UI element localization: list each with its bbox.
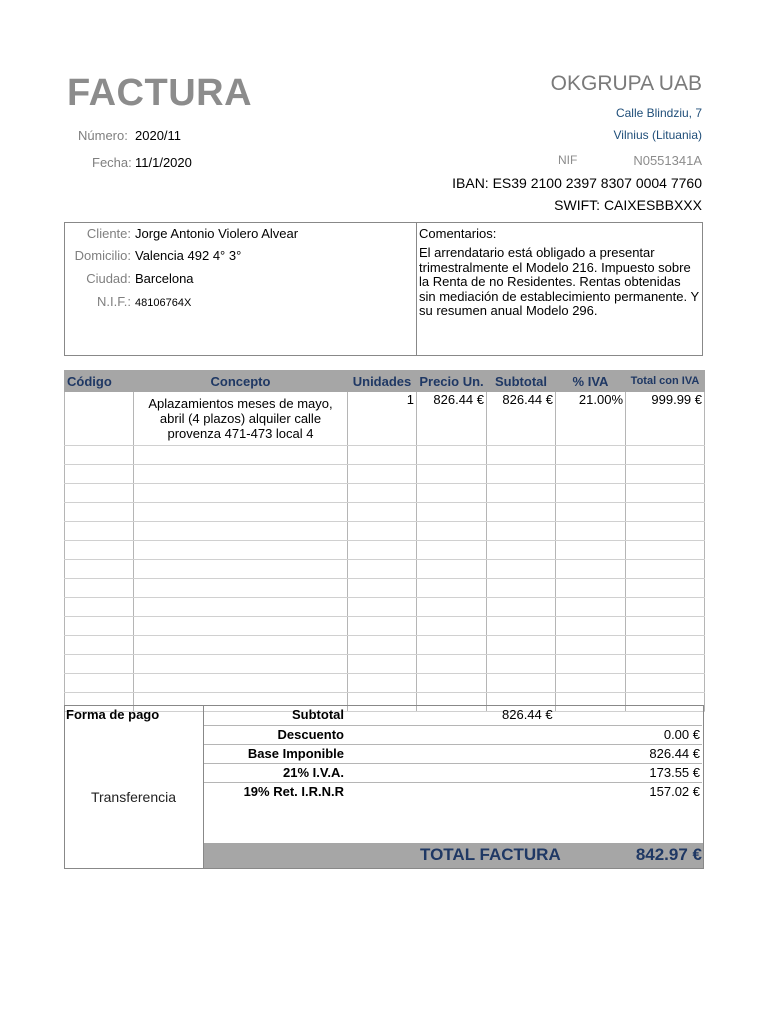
summary-descuento-value: 0.00 € — [663, 727, 700, 742]
cell-subtotal: 826.44 € — [487, 392, 556, 446]
client-row — [64, 294, 414, 314]
table-header-row — [65, 371, 705, 392]
table-row — [65, 446, 705, 465]
table-row — [65, 560, 705, 579]
domicilio-value: Valencia 492 4° 3° — [135, 248, 242, 263]
table-row — [65, 522, 705, 541]
client-row — [64, 226, 414, 246]
table-row — [65, 674, 705, 693]
col-unidades: Unidades — [348, 371, 417, 392]
table-row — [65, 465, 705, 484]
ciudad-value: Barcelona — [135, 271, 194, 286]
summary-divider — [204, 744, 702, 745]
summary-base-label: Base Imponible — [247, 746, 344, 761]
summary-base-value: 826.44 € — [649, 746, 700, 761]
client-row — [64, 248, 414, 268]
col-concepto: Concepto — [134, 371, 348, 392]
cliente-value: Jorge Antonio Violero Alvear — [135, 226, 299, 241]
company-nif-value: N0551341A — [633, 153, 702, 168]
cell-codigo — [65, 392, 134, 446]
table-row — [65, 598, 705, 617]
company-swift: SWIFT: CAIXESBBXXX — [554, 197, 702, 213]
cliente-label: Cliente: — [86, 226, 131, 241]
company-name: OKGRUPA UAB — [550, 72, 702, 95]
fecha-value: 11/1/2020 — [135, 155, 192, 170]
company-city: Vilnius (Lituania) — [613, 128, 702, 142]
table-row — [65, 636, 705, 655]
col-precio: Precio Un. — [417, 371, 487, 392]
total-label: TOTAL FACTURA — [420, 845, 561, 864]
items-table — [64, 370, 705, 712]
client-row — [64, 271, 414, 291]
cell-iva: 21.00% — [556, 392, 626, 446]
summary-ret — [204, 784, 702, 803]
cell-unidades: 1 — [348, 392, 417, 446]
col-subtotal: Subtotal — [487, 371, 556, 392]
summary-subtotal — [204, 707, 702, 726]
numero-value: 2020/11 — [135, 128, 182, 143]
summary-iva-value: 173.55 € — [649, 765, 700, 780]
table-row — [65, 655, 705, 674]
table-row — [65, 541, 705, 560]
col-iva: % IVA — [556, 371, 626, 392]
company-street: Calle Blindziu, 7 — [615, 106, 702, 120]
table-row — [65, 503, 705, 522]
table-row — [65, 579, 705, 598]
table-row — [65, 392, 705, 446]
invoice-title: FACTURA — [67, 72, 253, 114]
table-row — [65, 484, 705, 503]
summary-subtotal-label: Subtotal — [292, 707, 344, 722]
summary-iva-label: 21% I.V.A. — [283, 765, 344, 780]
client-nif-label: N.I.F.: — [97, 294, 131, 309]
client-nif-value: 48106764X — [135, 297, 192, 309]
numero-label: Número: — [78, 128, 128, 143]
total-value: 842.97 € — [635, 845, 702, 864]
summary-divider — [204, 763, 702, 764]
col-total: Total con IVA — [626, 371, 705, 392]
summary-subtotal-value: 826.44 € — [502, 707, 553, 722]
comments-text: El arrendatario está obligado a presentar trimestralmente el Modelo 216. Impuesto sobre la Renta de no Residentes. Rentas obtenidas sin mediación de establecimiento permanente. Y su resumen anual Modelo 296. — [419, 245, 699, 318]
cell-precio: 826.44 € — [417, 392, 487, 446]
summary-divider — [204, 782, 702, 783]
table-row — [65, 617, 705, 636]
summary-divider — [204, 725, 702, 726]
summary-descuento-label: Descuento — [277, 727, 344, 742]
fecha-label: Fecha: — [92, 155, 132, 170]
domicilio-label: Domicilio: — [74, 248, 131, 263]
payment-method: Transferencia — [90, 789, 177, 805]
comments-title: Comentarios: — [419, 226, 497, 241]
col-codigo: Código — [65, 371, 134, 392]
payment-label: Forma de pago — [66, 707, 160, 722]
cell-total: 999.99 € — [626, 392, 705, 446]
summary-ret-label: 19% Ret. I.R.N.R — [243, 784, 344, 799]
client-box-divider — [416, 222, 417, 356]
cell-concepto: Aplazamientos meses de mayo, abril (4 plazos) alquiler calle provenza 471-473 local 4 — [134, 392, 348, 446]
company-iban: IBAN: ES39 2100 2397 8307 0004 7760 — [452, 175, 702, 191]
summary-ret-value: 157.02 € — [649, 784, 700, 799]
ciudad-label: Ciudad: — [86, 271, 131, 286]
company-nif-label: NIF — [558, 153, 578, 167]
